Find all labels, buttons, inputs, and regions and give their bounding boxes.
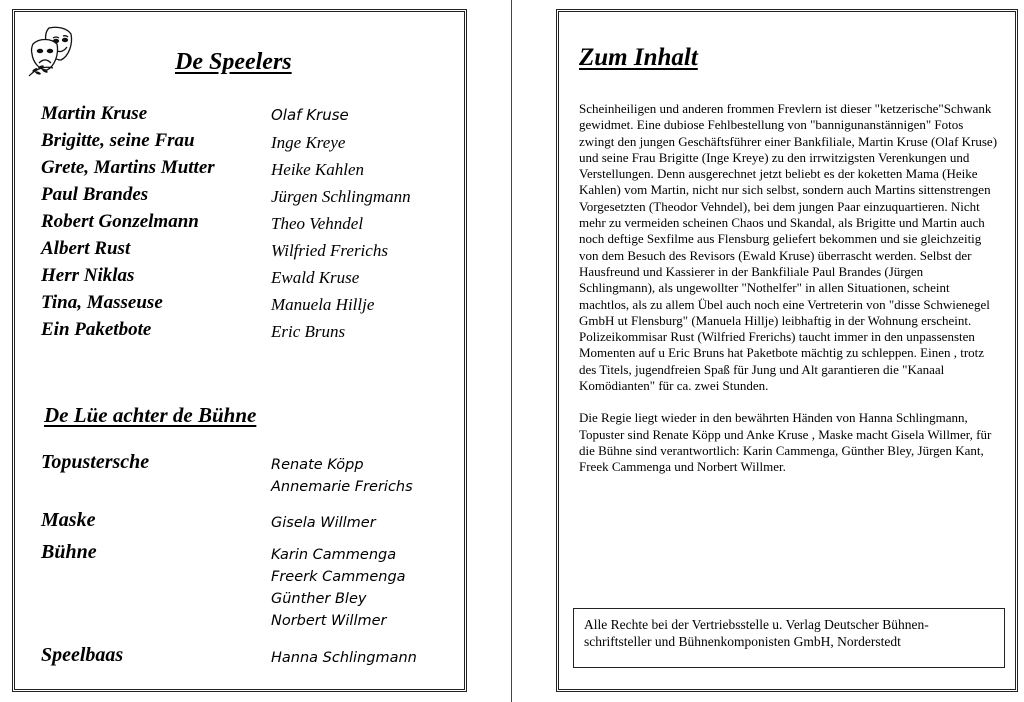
crew-names bbox=[271, 544, 406, 632]
synopsis-text bbox=[579, 101, 999, 492]
rights-notice: Alle Rechte bei der Vertriebsstelle u. Verlag Deutscher Bühnen-schriftsteller und Bühnenkomponisten GmbH, Norderstedt bbox=[573, 608, 1005, 668]
crew-member: Günther Bley bbox=[271, 591, 367, 607]
crew-names bbox=[271, 512, 376, 534]
crew-names bbox=[271, 454, 413, 498]
crew-member: Gisela Willmer bbox=[271, 515, 376, 531]
cast-actor: Olaf Kruse bbox=[271, 106, 349, 124]
cast-role: Robert Gonzelmann bbox=[41, 211, 199, 232]
crew-role: Topustersche bbox=[41, 451, 150, 473]
cast-actor: Manuela Hillje bbox=[271, 295, 375, 314]
crew-member: Renate Köpp bbox=[271, 457, 364, 473]
crew-role: Maske bbox=[41, 509, 96, 531]
crew-member: Annemarie Frerichs bbox=[271, 479, 413, 495]
synopsis-title: Zum Inhalt bbox=[579, 44, 698, 71]
cast-title: De Speelers bbox=[175, 49, 292, 75]
cast-role: Herr Niklas bbox=[41, 265, 135, 286]
cast-actor: Inge Kreye bbox=[271, 133, 346, 152]
cast-actor: Jürgen Schlingmann bbox=[271, 187, 411, 206]
cast-actor: Wilfried Frerichs bbox=[271, 241, 388, 260]
cast-actor: Heike Kahlen bbox=[271, 160, 364, 179]
right-page bbox=[556, 9, 1018, 692]
cast-role: Brigitte, seine Frau bbox=[41, 130, 195, 151]
cast-role: Grete, Martins Mutter bbox=[41, 157, 215, 178]
crew-member: Hanna Schlingmann bbox=[271, 650, 417, 666]
left-page bbox=[12, 9, 467, 692]
crew-title: De Lüe achter de Bühne bbox=[44, 403, 257, 427]
cast-role: Martin Kruse bbox=[41, 103, 148, 124]
page-fold-line bbox=[511, 0, 512, 702]
crew-role: Speelbaas bbox=[41, 644, 124, 666]
synopsis-paragraph: Die Regie liegt wieder in den bewährten Händen von Hanna Schlingmann, Topuster sind Renate Köpp und Anke Kruse , Maske macht Gisela Willmer, für die Bühne sind verantwortlich: Karin Cammenga, Günther Bley, Jürgen Kant, Freek Cammenga und Norbert Willmer. bbox=[579, 410, 992, 475]
theater-masks-icon bbox=[27, 22, 83, 78]
cast-role: Paul Brandes bbox=[41, 184, 149, 205]
cast-role: Albert Rust bbox=[41, 238, 131, 259]
cast-actor: Theo Vehndel bbox=[271, 214, 364, 233]
cast-role: Tina, Masseuse bbox=[41, 292, 163, 313]
cast-role: Ein Paketbote bbox=[41, 319, 152, 340]
crew-member: Norbert Willmer bbox=[271, 613, 387, 629]
crew-names bbox=[271, 647, 417, 669]
synopsis-paragraph: Scheinheiligen und anderen frommen Frevlern ist dieser "ketzerische"Schwank gewidmet. Eine dubiose Fehlbestellung von "bannigunanstännigen" Fotos zwingt den jungen Geschäftsführer einer Bankfiliale, Martin Kruse (Olaf Kruse) und seine Frau Brigitte (Inge Kreye) zu den irrwitzigsten Verenkungen und Verstellungen. Denn ausgerechnet jetzt beliebt es der koketten Mama (Heike Kahlen) vom Martin, nicht nur sich selbst, sondern auch Martins sittenstrengen Vorgesetzten (Theodor Vehndel), bei dem jungen Paar einzuquartieren. Nicht mehr zu vermeiden scheinen Chaos und Skandal, als Brigitte und Martin auch noch deftige Sexfilme aus Flensburg geliefert bekommen und sie gleichzeitig von dem Besuch des Revisors (Ewald Kruse) überrascht werden. Selbst der Hausfreund und Kassierer in der Bankfiliale Paul Brandes (Jürgen Schlingmann), als ungewollter "Nothelfer" in allen Situationen, scheint machtlos, als zu allem Übel auch noch eine Vertreterin von "disse Schwienegel GmbH ut Flensburg" (Manuela Hillje) leibhaftig in der Wohnung erscheint. Polizeikommisar Rust (Wilfried Frerichs) taucht immer in den unpassensten Momenten auf u Eric Bruns hat Paketbote mächtig zu schleppen. Einen , trotz des Titels, jugendfreien Spaß für Jung und Alt garantieren die "Kanaal Komödianten" für ca. zwei Stunden. bbox=[579, 101, 998, 394]
cast-actor: Ewald Kruse bbox=[271, 268, 360, 287]
crew-role: Bühne bbox=[41, 541, 97, 563]
crew-member: Freerk Cammenga bbox=[271, 569, 406, 585]
crew-member: Karin Cammenga bbox=[271, 547, 397, 563]
cast-actor: Eric Bruns bbox=[271, 322, 346, 341]
